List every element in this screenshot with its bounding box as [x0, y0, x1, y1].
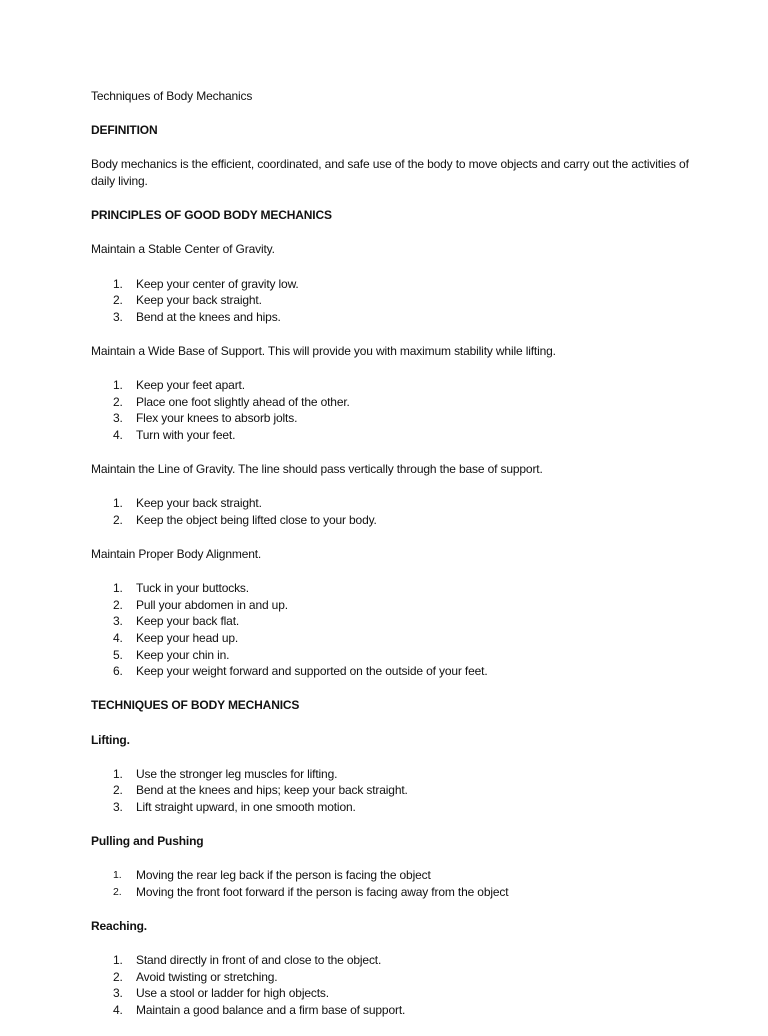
list-item-text: Stand directly in front of and close to the object. [136, 953, 382, 968]
list-number: 3. [113, 411, 123, 426]
list-number: 3. [113, 309, 123, 324]
list-item-text: Keep your back straight. [136, 293, 262, 308]
list-item [91, 580, 691, 597]
list-item [91, 782, 691, 799]
list-item [91, 394, 691, 411]
list-item-text: Avoid twisting or stretching. [136, 969, 278, 984]
principle-list-body-alignment [91, 580, 691, 680]
list-item [91, 495, 691, 512]
list-number: 2. [113, 293, 123, 308]
list-number: 2. [113, 394, 123, 409]
principle-list-wide-base [91, 377, 691, 443]
technique-heading-pulling-pushing: Pulling and Pushing [91, 834, 204, 849]
list-number: 3. [113, 986, 123, 1001]
list-item-text: Use the stronger leg muscles for lifting. [136, 766, 338, 781]
document-title: Techniques of Body Mechanics [91, 89, 253, 103]
list-item-text: Keep your back straight. [136, 496, 262, 511]
list-item-text: Bend at the knees and hips; keep your back straight. [136, 783, 408, 798]
list-item-text: Moving the front foot forward if the person is facing away from the object [136, 884, 509, 899]
list-item [91, 512, 691, 529]
list-item-text: Moving the rear leg back if the person is facing the object [136, 868, 431, 883]
technique-list-pulling-pushing [91, 867, 691, 900]
list-number: 5. [113, 647, 123, 662]
list-item [91, 952, 691, 969]
definition-heading: DEFINITION [91, 123, 158, 138]
list-item [91, 985, 691, 1002]
list-item-text: Pull your abdomen in and up. [136, 597, 288, 612]
list-number: 4. [113, 427, 123, 442]
list-item [91, 884, 691, 901]
list-item [91, 630, 691, 647]
list-item-text: Maintain a good balance and a firm base of support. [136, 1003, 406, 1018]
list-number: 2. [113, 783, 123, 798]
list-number: 3. [113, 614, 123, 629]
list-item [91, 766, 691, 783]
list-item [91, 1002, 691, 1019]
document-page [91, 88, 691, 1036]
technique-heading-reaching: Reaching. [91, 919, 147, 934]
list-item [91, 969, 691, 986]
list-item [91, 377, 691, 394]
principle-list-stable-center [91, 276, 691, 326]
list-item-text: Keep your weight forward and supported on the outside of your feet. [136, 664, 488, 679]
list-item-text: Turn with your feet. [136, 427, 236, 442]
list-item [91, 410, 691, 427]
list-number: 1. [113, 276, 123, 291]
list-number: 4. [113, 631, 123, 645]
list-item [91, 867, 691, 884]
list-item [91, 799, 691, 816]
list-item [91, 427, 691, 444]
principle-heading-body-alignment: Maintain Proper Body Alignment. [91, 547, 262, 562]
principles-heading: PRINCIPLES OF GOOD BODY MECHANICS [91, 208, 332, 223]
list-number: 2. [113, 969, 123, 984]
list-item [91, 597, 691, 614]
list-item [91, 309, 691, 326]
list-item-text: Lift straight upward, in one smooth motion. [136, 799, 356, 814]
technique-list-lifting [91, 766, 691, 816]
list-item [91, 276, 691, 293]
list-item-text: Keep the object being lifted close to your body. [136, 512, 377, 527]
list-item-text: Keep your feet apart. [136, 378, 245, 393]
list-item-text: Keep your head up. [136, 631, 239, 645]
list-number: 6. [113, 664, 123, 679]
list-item-text: Keep your center of gravity low. [136, 276, 299, 291]
list-number: 2. [113, 597, 123, 612]
principle-list-line-of-gravity [91, 495, 691, 528]
list-number: 1. [113, 766, 123, 781]
techniques-heading: TECHNIQUES OF BODY MECHANICS [91, 698, 300, 713]
list-item-text: Place one foot slightly ahead of the other. [136, 394, 350, 409]
technique-heading-lifting: Lifting. [91, 732, 130, 747]
list-item-text: Flex your knees to absorb jolts. [136, 411, 298, 426]
definition-text: Body mechanics is the efficient, coordinated, and safe use of the body to move objects and carry out the activities of daily living. [91, 157, 689, 188]
technique-list-reaching [91, 952, 691, 1018]
list-number: 1. [113, 496, 123, 511]
list-item [91, 647, 691, 664]
list-number: 2. [113, 512, 123, 527]
list-number: 1. [113, 953, 123, 968]
list-number: 1. [113, 869, 122, 882]
list-item [91, 663, 691, 680]
list-item [91, 292, 691, 309]
list-number: 4. [113, 1003, 123, 1018]
list-number: 3. [113, 799, 123, 814]
list-item-text: Keep your back flat. [136, 614, 240, 629]
list-item-text: Bend at the knees and hips. [136, 309, 281, 324]
list-number: 1. [113, 378, 123, 393]
list-number: 1. [113, 581, 123, 596]
principle-heading-line-of-gravity: Maintain the Line of Gravity. The line should pass vertically through the base of support. [91, 462, 543, 477]
list-item-text: Use a stool or ladder for high objects. [136, 986, 329, 1001]
list-item-text: Keep your chin in. [136, 647, 230, 662]
list-item-text: Tuck in your buttocks. [136, 581, 249, 596]
principle-heading-wide-base: Maintain a Wide Base of Support. This will provide you with maximum stability while lifting. [91, 343, 556, 358]
list-number: 2. [113, 885, 122, 898]
list-item [91, 613, 691, 630]
principle-heading-stable-center: Maintain a Stable Center of Gravity. [91, 242, 275, 257]
